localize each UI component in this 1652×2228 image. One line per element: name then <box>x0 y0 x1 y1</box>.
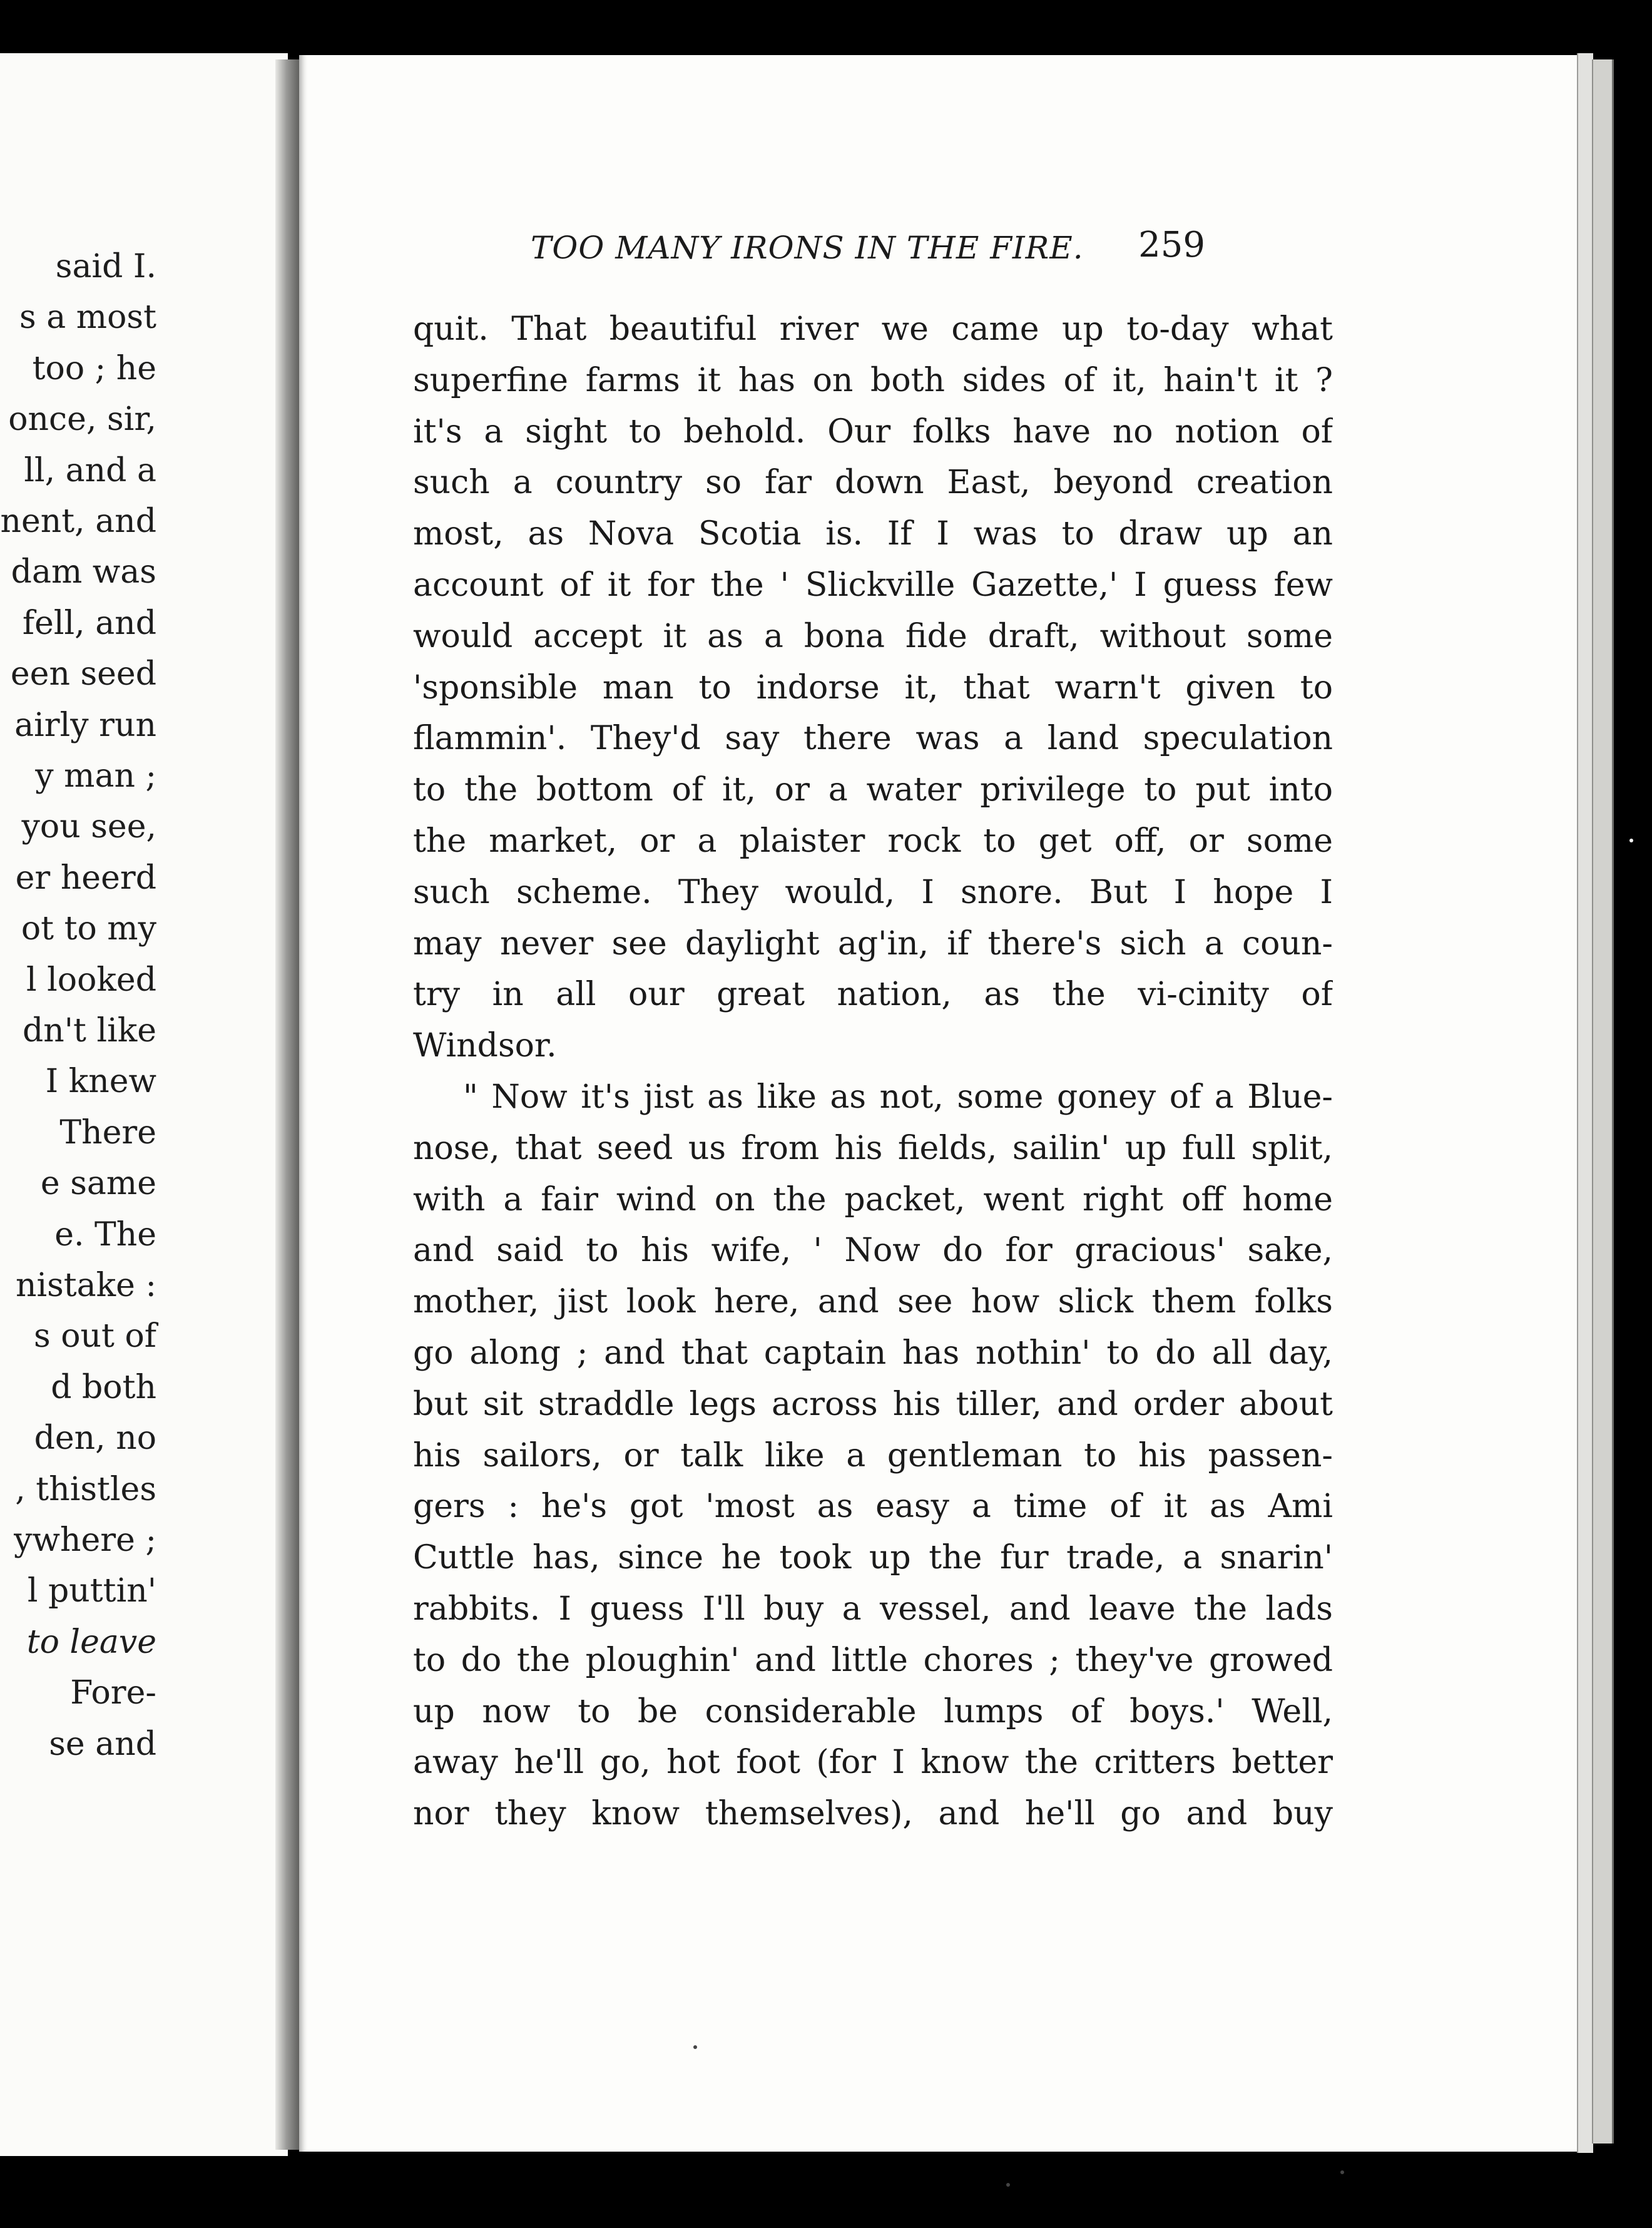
page-edge <box>1577 53 1593 2153</box>
text-line: up now to be considerable lumps of boys.' Well, <box>413 1692 1333 1730</box>
text-line: Windsor. <box>413 1027 557 1065</box>
facing-page-line: once, sir, <box>8 401 156 439</box>
text-line: to the bottom of it, or a water privilege to put into <box>413 771 1333 809</box>
facing-page-line: e. The <box>54 1215 156 1254</box>
text-line: flammin'. They'd say there was a land speculation <box>413 720 1333 758</box>
facing-page-line: ll, and a <box>24 451 156 489</box>
facing-page-line: l puttin' <box>27 1572 156 1610</box>
facing-page-line: l looked <box>26 961 156 999</box>
text-line: try in all our great nation, as the vi-cinity of <box>413 976 1333 1014</box>
text-line: mother, jist look here, and see how slick them folks <box>413 1283 1333 1321</box>
facing-page-line: to leave <box>26 1623 156 1661</box>
dust-speck <box>1340 2170 1344 2174</box>
facing-page-line: I knew <box>45 1063 156 1101</box>
text-line: it's a sight to behold. Our folks have no notion of <box>413 412 1333 451</box>
text-line: nor they know themselves), and he'll go and buy <box>413 1795 1333 1833</box>
text-line: such a country so far down East, beyond creation <box>413 464 1333 502</box>
text-line: may never see daylight ag'in, if there's sich a coun- <box>413 924 1333 963</box>
facing-page-line: dn't like <box>22 1012 156 1050</box>
page-number: 259 <box>1138 225 1205 265</box>
text-line: and said to his wife, ' Now do for gracious' sake, <box>413 1232 1333 1270</box>
text-line: superfine farms it has on both sides of it, hain't it ? <box>413 361 1333 399</box>
text-line: with a fair wind on the packet, went right off home <box>413 1180 1333 1219</box>
text-line: " Now it's jist as like as not, some goney of a Blue- <box>463 1078 1333 1116</box>
text-line: go along ; and that captain has nothin' to do all day, <box>413 1334 1333 1372</box>
facing-page-line: said I. <box>55 248 156 285</box>
text-line: but sit straddle legs across his tiller, and order about <box>413 1385 1333 1423</box>
text-line: nose, that seed us from his fields, sailin' up full split, <box>413 1129 1333 1167</box>
dust-speck <box>693 2045 697 2049</box>
facing-page-line: s out of <box>34 1317 156 1356</box>
dust-speck <box>1629 839 1633 842</box>
page-edge-outer <box>1592 59 1614 2144</box>
text-line: rabbits. I guess I'll buy a vessel, and leave the lads <box>413 1590 1333 1628</box>
facing-page-line: There <box>59 1113 156 1152</box>
facing-page-line: ot to my <box>21 910 156 948</box>
text-line: such scheme. They would, I snore. But I hope I <box>413 873 1333 911</box>
dust-speck <box>1006 2183 1010 2187</box>
facing-page-line: Fore- <box>70 1674 156 1712</box>
text-line: to do the ploughin' and little chores ; they've growed <box>413 1641 1333 1679</box>
text-line: account of it for the ' Slickville Gazette,' I guess few <box>413 566 1333 604</box>
facing-page-line: er heerd <box>15 859 156 897</box>
facing-page-line: fell, and <box>22 604 156 642</box>
facing-page-line: e same <box>40 1165 156 1203</box>
facing-page-line: , thistles <box>15 1470 156 1508</box>
facing-page-line: een seed <box>10 655 156 693</box>
facing-page-line: nent, and <box>0 503 156 540</box>
text-line: Cuttle has, since he took up the fur trade, a snarin' <box>413 1539 1333 1577</box>
text-line: most, as Nova Scotia is. If I was to draw up an <box>413 515 1333 553</box>
facing-page-line: airly run <box>14 706 156 744</box>
facing-page-left <box>0 53 288 2156</box>
facing-page-line: s a most <box>19 299 156 337</box>
text-line: quit. That beautiful river we came up to-day what <box>413 310 1333 348</box>
text-line: away he'll go, hot foot (for I know the critters better <box>413 1744 1333 1782</box>
book-gutter <box>275 59 300 2150</box>
text-line: 'sponsible man to indorse it, that warn't given to <box>413 668 1333 707</box>
facing-page-line: nistake : <box>15 1267 156 1304</box>
text-line: his sailors, or talk like a gentleman to his passen- <box>413 1436 1333 1474</box>
text-line: would accept it as a bona fide draft, without some <box>413 617 1333 655</box>
facing-page-line: d both <box>51 1368 156 1406</box>
facing-page-line: dam was <box>11 553 156 591</box>
paragraph <box>413 304 1333 1072</box>
paragraph <box>413 1072 1333 1840</box>
text-line: the market, or a plaister rock to get off, or some <box>413 822 1333 860</box>
body-text <box>413 304 1333 1840</box>
facing-page-line: y man ; <box>35 757 156 795</box>
facing-page-line: ywhere ; <box>14 1521 156 1559</box>
facing-page-line: too ; he <box>32 349 156 387</box>
running-title: TOO MANY IRONS IN THE FIRE. <box>531 230 1084 266</box>
facing-page-line: you see, <box>21 808 156 846</box>
running-head <box>531 225 1205 267</box>
facing-page-line: den, no <box>34 1419 156 1458</box>
text-line: gers : he's got 'most as easy a time of it as Ami <box>413 1488 1333 1526</box>
facing-page-line: se and <box>49 1725 156 1763</box>
